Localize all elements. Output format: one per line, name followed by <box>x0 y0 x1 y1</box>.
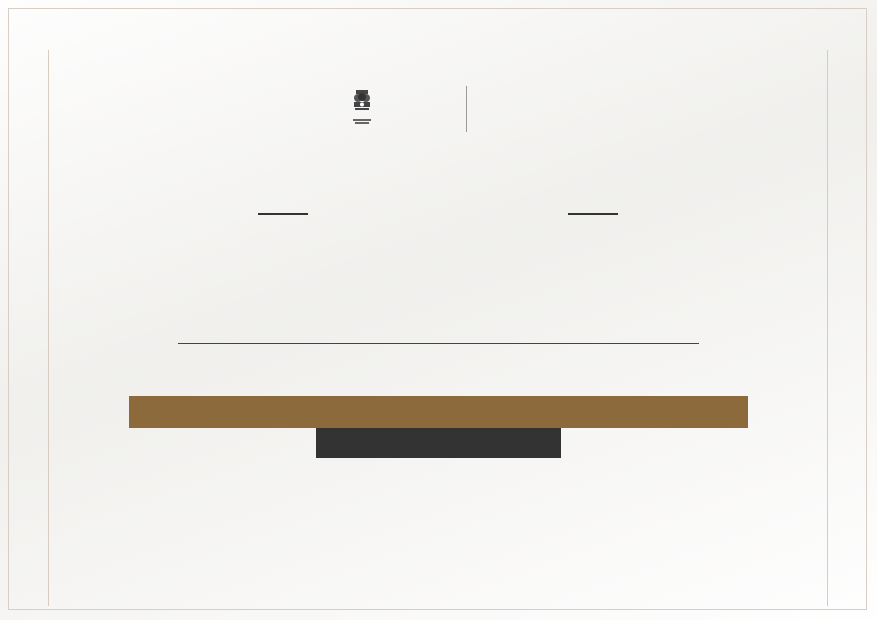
subtitle-row <box>0 200 877 226</box>
inner-frame <box>48 50 828 606</box>
recipient-underline <box>178 343 699 344</box>
quiz-name-line-1 <box>129 396 748 428</box>
decorative-border-right <box>835 78 861 576</box>
subtitle-line-right <box>568 213 618 215</box>
logo-divider <box>466 86 467 132</box>
subtitle-line-left <box>258 213 308 215</box>
national-emblem-icon <box>350 88 374 126</box>
quiz-name-line-2 <box>316 428 561 458</box>
decorative-border-left <box>16 78 42 576</box>
header-logos <box>350 86 530 132</box>
decorative-border-top <box>10 16 867 42</box>
mygov-logo <box>482 90 526 128</box>
